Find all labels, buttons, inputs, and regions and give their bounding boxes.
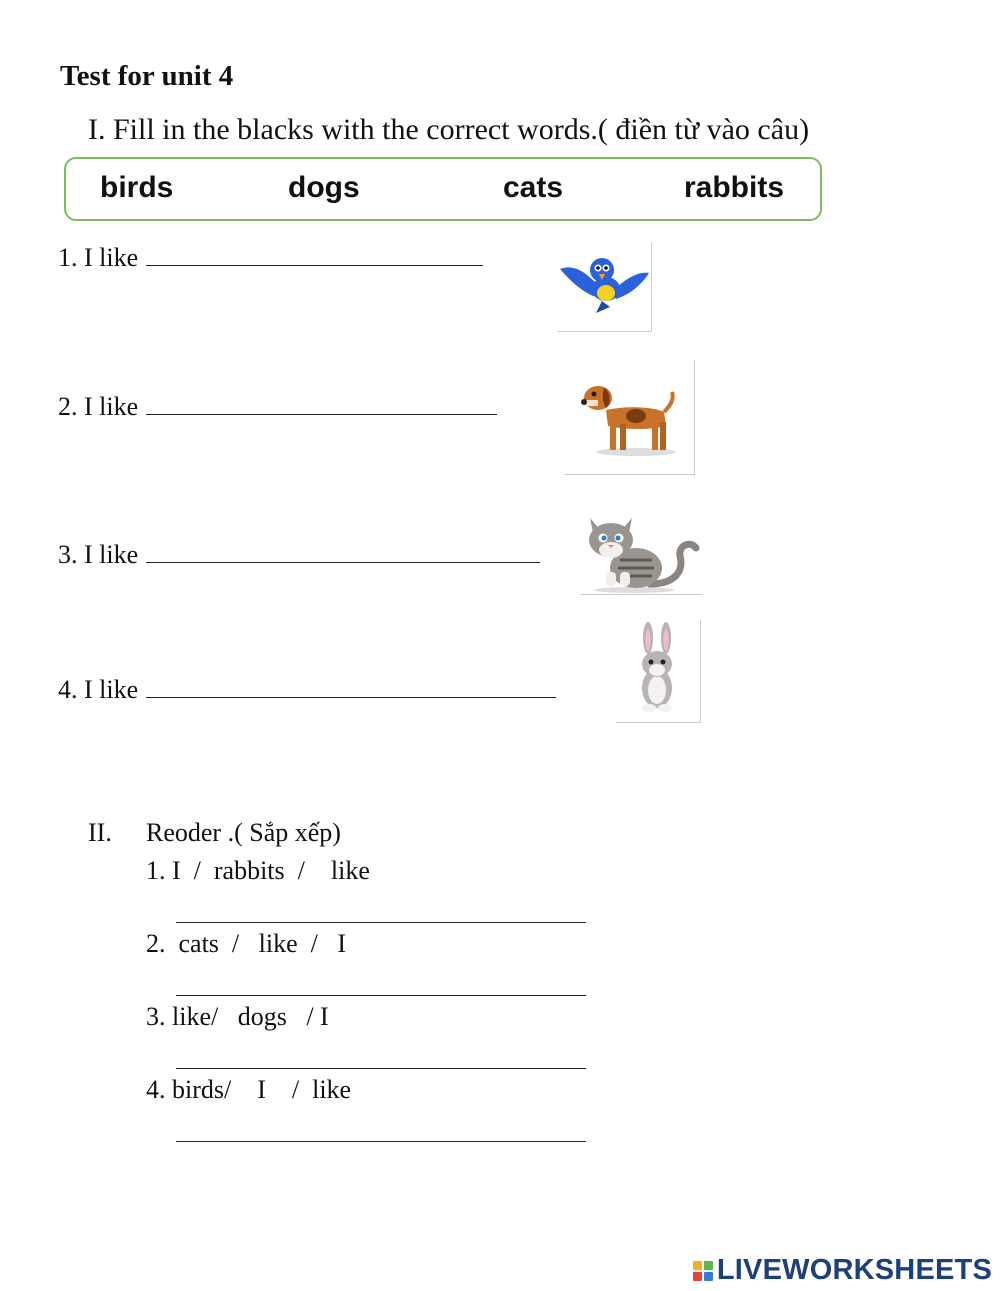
answer-blank[interactable]	[146, 675, 556, 698]
cat-icon	[580, 510, 702, 594]
reorder-item-3: 3. like/ dogs / I	[146, 1002, 329, 1031]
section1-instruction: I. Fill in the blacks with the correct words.( điền từ vào câu)	[88, 113, 810, 146]
question-3	[58, 540, 540, 570]
question-1	[58, 243, 483, 273]
logo-text: LIVEWORKSHEETS	[716, 1254, 992, 1286]
logo-blocks-icon	[693, 1261, 713, 1281]
word-bank-item: dogs	[288, 171, 360, 204]
cat-picture	[580, 510, 702, 595]
dog-picture	[564, 360, 695, 475]
rabbit-picture	[616, 620, 701, 723]
question-4	[58, 675, 556, 705]
page-title: Test for unit 4	[60, 60, 234, 92]
reorder-item-4: 4. birds/ I / like	[146, 1075, 352, 1104]
dog-icon	[564, 360, 694, 474]
word-bank-item: rabbits	[684, 171, 785, 204]
question-label: 2. I like	[58, 392, 139, 421]
question-2	[58, 392, 497, 422]
answer-blank[interactable]	[146, 540, 540, 563]
bird-picture	[558, 243, 652, 332]
reorder-answer-line[interactable]	[176, 1068, 586, 1069]
section2-number: II.	[88, 818, 112, 847]
reorder-answer-line[interactable]	[176, 1141, 586, 1142]
rabbit-icon	[616, 620, 700, 720]
reorder-answer-line[interactable]	[176, 922, 586, 923]
section2-heading	[88, 818, 341, 848]
section2-title: Reoder .( Sắp xếp)	[146, 818, 341, 847]
liveworksheets-logo	[693, 1254, 992, 1287]
question-label: 4. I like	[58, 675, 139, 704]
reorder-item-1: 1. I / rabbits / like	[146, 856, 370, 885]
question-label: 3. I like	[58, 540, 139, 569]
answer-blank[interactable]	[146, 392, 497, 415]
reorder-answer-line[interactable]	[176, 995, 586, 996]
word-bank-item: cats	[503, 171, 564, 204]
answer-blank[interactable]	[146, 243, 483, 266]
question-label: 1. I like	[58, 243, 139, 272]
word-bank-item: birds	[100, 171, 174, 204]
bird-icon	[558, 243, 651, 329]
reorder-item-2: 2. cats / like / I	[146, 929, 347, 958]
word-bank	[64, 157, 822, 221]
